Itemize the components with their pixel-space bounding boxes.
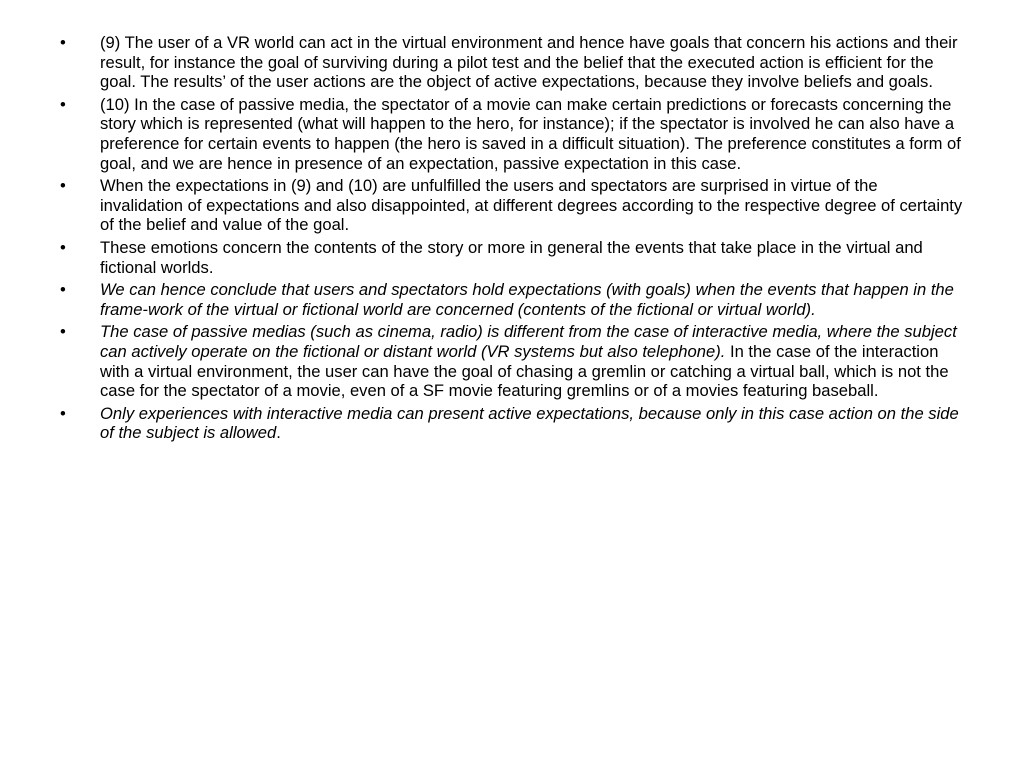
list-item <box>60 280 964 319</box>
list-item <box>60 33 964 92</box>
bullet-icon: • <box>60 176 66 196</box>
bullet-text <box>100 33 958 91</box>
text-segment: (9) The user of a VR world can act in the virtual environment and hence have goals that concern his actions and their result, for instance the goal of surviving during a pilot test and the belief that the executed action is efficient for the goal. The results’ of the user actions are the object of active expectations, because they involve beliefs and goals. <box>100 33 958 92</box>
list-item <box>60 322 964 400</box>
bullet-icon: • <box>60 403 66 423</box>
bullet-text <box>100 238 923 277</box>
italic-text-segment: The case of passive medias (such as cinema, radio) is different from the case of interactive media, where the subject can actively operate on the fictional or distant world (VR systems but also telephone). <box>100 322 957 361</box>
bullet-text <box>100 176 962 234</box>
bullet-text <box>100 322 957 400</box>
bullet-icon: • <box>60 322 66 342</box>
text-segment: . <box>276 423 281 443</box>
list-item <box>60 176 964 235</box>
text-segment: When the expectations in (9) and (10) are unfulfilled the users and spectators are surprised in virtue of the invalidation of expectations and also disappointed, at different degrees according to the respective degree of certainty of the belief and value of the goal. <box>100 176 963 235</box>
bullet-text <box>100 280 954 319</box>
text-segment: (10) In the case of passive media, the spectator of a movie can make certain predictions or forecasts concerning the story which is represented (what will happen to the hero, for instance); if the spectator is involved he can also have a preference for certain events to happen (the hero is saved in a difficult situation). The preference constitutes a form of goal, and we are hence in presence of an expectation, passive expectation in this case. <box>100 94 961 173</box>
bullet-icon: • <box>60 94 66 114</box>
bullet-text <box>100 404 959 443</box>
list-item <box>60 404 964 443</box>
bullet-icon: • <box>60 33 66 52</box>
italic-text-segment: Only experiences with interactive media can present active expectations, because only in this case action on the side of the subject is allowed <box>100 403 959 443</box>
text-segment: In the case of the interaction with a virtual environment, the user can have the goal of chasing a gremlin or catching a virtual ball, which is not the case for the spectator of a movie, even of a SF movie featuring gremlins or of a movies featuring baseball. <box>100 341 949 401</box>
bullet-list <box>60 33 964 446</box>
list-item <box>60 238 964 277</box>
italic-text-segment: We can hence conclude that users and spectators hold expectations (with goals) when the events that happen in the frame-work of the virtual or fictional world are concerned (contents of the fictional or virtual world). <box>100 280 954 319</box>
bullet-icon: • <box>60 280 66 300</box>
bullet-text <box>100 95 961 173</box>
bullet-icon: • <box>60 237 66 257</box>
text-segment: These emotions concern the contents of the story or more in general the events that take place in the virtual and fictional worlds. <box>100 237 923 277</box>
list-item <box>60 95 964 173</box>
